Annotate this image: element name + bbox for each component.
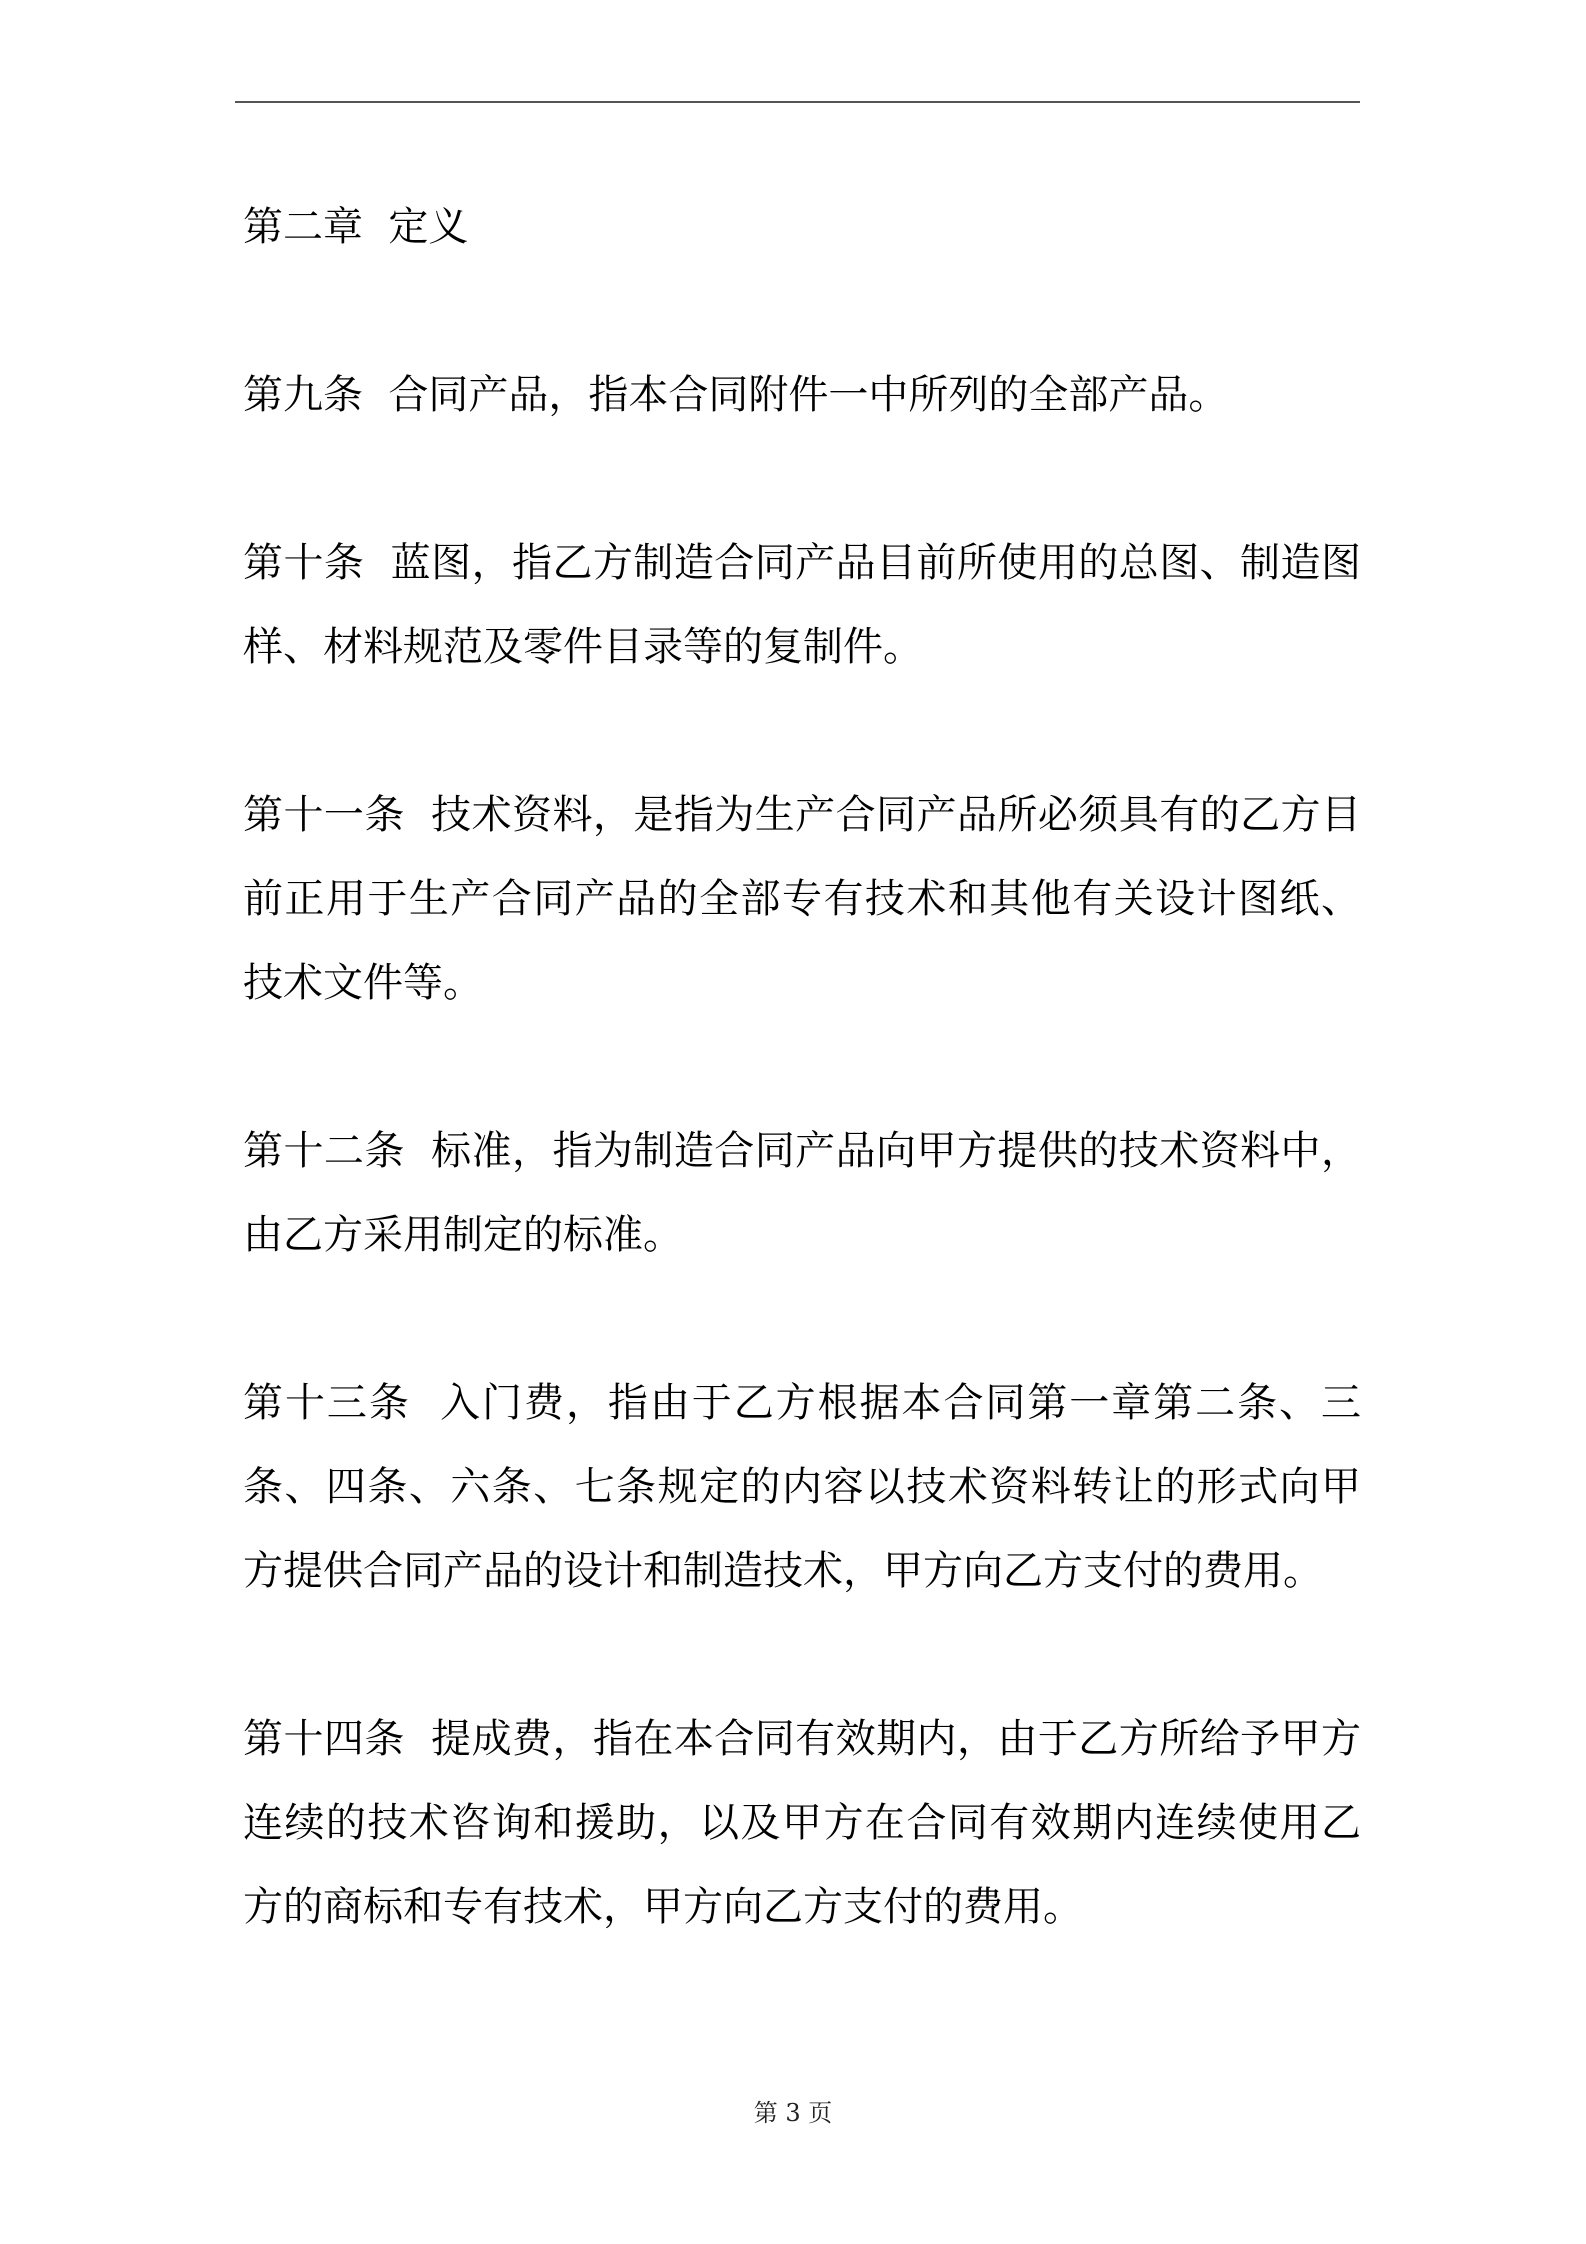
page-number: 第 3 页 bbox=[753, 2099, 833, 2127]
article-10: 第十条 蓝图，指乙方制造合同产品目前所使用的总图、制造图样、材料规范及零件目录等的复制件。 bbox=[243, 540, 1361, 670]
document-body bbox=[243, 185, 1361, 1949]
article-13: 第十三条 入门费，指由于乙方根据本合同第一章第二条、三条、四条、六条、七条规定的内容以技术资料转让的形式向甲方提供合同产品的设计和制造技术，甲方向乙方支付的费用。 bbox=[243, 1380, 1361, 1594]
article-12: 第十二条 标准，指为制造合同产品向甲方提供的技术资料中，由乙方采用制定的标准。 bbox=[243, 1128, 1361, 1258]
article-9: 第九条 合同产品，指本合同附件一中所列的全部产品。 bbox=[243, 372, 1229, 418]
header-rule bbox=[235, 101, 1360, 103]
article-14: 第十四条 提成费，指在本合同有效期内，由于乙方所给予甲方连续的技术咨询和援助，以及甲方在合同有效期内连续使用乙方的商标和专有技术，甲方向乙方支付的费用。 bbox=[243, 1716, 1361, 1930]
article-11: 第十一条 技术资料，是指为生产合同产品所必须具有的乙方目前正用于生产合同产品的全部专有技术和其他有关设计图纸、技术文件等。 bbox=[243, 792, 1361, 1006]
chapter-title: 第二章 定义 bbox=[243, 204, 469, 250]
